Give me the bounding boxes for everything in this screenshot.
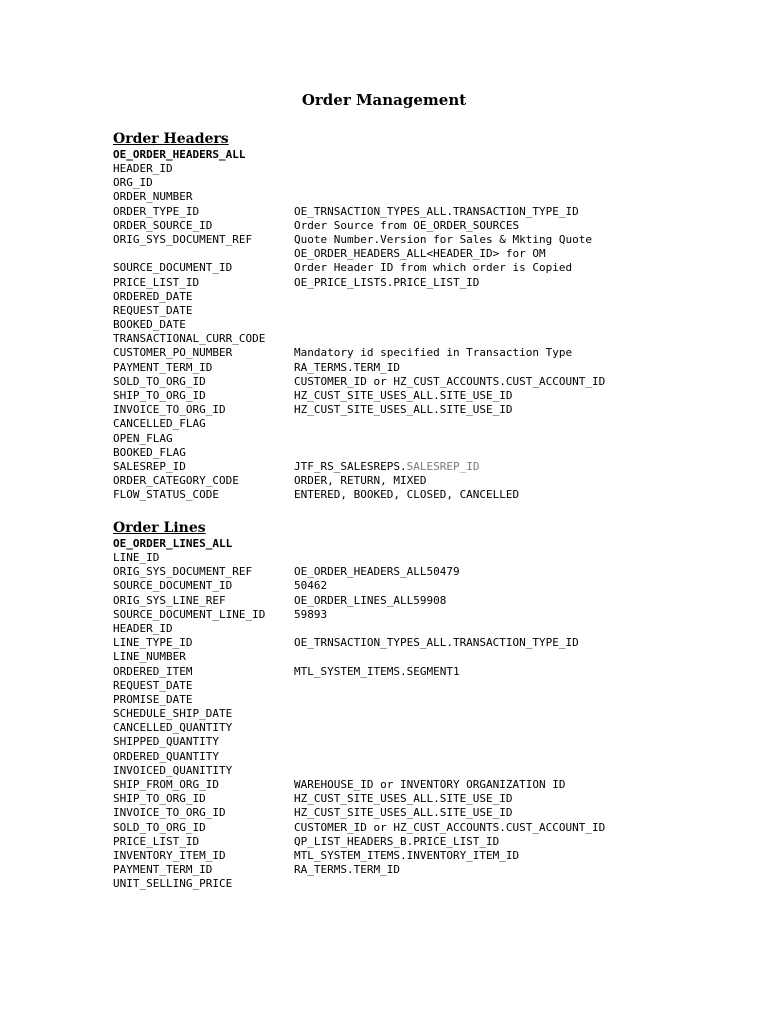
column-description: [294, 863, 673, 877]
column-description: [294, 608, 673, 622]
column-name: SHIP_FROM_ORG_ID: [113, 778, 219, 791]
column-name: SHIP_TO_ORG_ID: [113, 389, 206, 402]
column-name: TRANSACTIONAL_CURR_CODE: [113, 332, 266, 346]
column-name: CUSTOMER_PO_NUMBER: [113, 346, 233, 360]
table-row: [113, 835, 673, 849]
column-description: [294, 375, 673, 389]
description-text: ENTERED, BOOKED, CLOSED, CANCELLED: [294, 488, 520, 502]
column-name: OPEN_FLAG: [113, 431, 173, 445]
table-row: [113, 806, 673, 820]
column-name: PRICE_LIST_ID: [113, 275, 200, 289]
column-description: [294, 460, 673, 474]
column-description: [294, 721, 673, 735]
column-name: ORDER_TYPE_ID: [113, 204, 200, 218]
column-name: ORIG_SYS_LINE_REF: [113, 593, 226, 607]
column-name: SOURCE_DOCUMENT_ID: [113, 261, 233, 275]
table-row: [113, 764, 673, 778]
table-row: [113, 233, 673, 247]
table-name: OE_ORDER_HEADERS_ALL: [113, 148, 246, 161]
column-name: PROMISE_DATE: [113, 692, 193, 706]
column-name: CANCELLED_QUANTITY: [113, 721, 233, 735]
column-description: [294, 650, 673, 664]
table-row: [113, 474, 673, 488]
column-description: [294, 361, 673, 375]
column-name: SCHEDULE_SHIP_DATE: [113, 707, 233, 721]
column-name: SALESREP_ID: [113, 459, 186, 473]
description-text: Order Header ID from which order is Copied: [294, 261, 573, 275]
description-text: HZ_CUST_SITE_USES_ALL.SITE_USE_ID: [294, 792, 513, 806]
table-row: [113, 290, 673, 304]
column-description: [294, 488, 673, 502]
table-row: [113, 162, 673, 176]
table-row: [113, 432, 673, 446]
table-row: [113, 460, 673, 474]
column-description: [294, 389, 673, 403]
table-row: [113, 778, 673, 792]
column-list: [113, 551, 673, 892]
table-row: [113, 346, 673, 360]
column-description: [294, 417, 673, 431]
table-row: [113, 735, 673, 749]
description-text: 50462: [294, 579, 328, 593]
table-row: [113, 446, 673, 460]
table-row: [113, 565, 673, 579]
table-row: [113, 579, 673, 593]
table-row: [113, 318, 673, 332]
description-text: Quote Number.Version for Sales & Mkting Quote: [294, 232, 593, 246]
column-description: [294, 778, 673, 792]
table-row: [113, 608, 673, 622]
column-description: [294, 849, 673, 863]
table-name: OE_ORDER_LINES_ALL: [113, 537, 233, 550]
description-text: RA_TERMS.TERM_ID: [294, 360, 400, 374]
table-row: [113, 750, 673, 764]
column-list: [113, 162, 673, 503]
column-name: [113, 247, 294, 261]
table-row: [113, 849, 673, 863]
table-row: [113, 863, 673, 877]
description-text: MTL_SYSTEM_ITEMS.SEGMENT1: [294, 664, 460, 678]
table-row: [113, 417, 673, 431]
column-name: LINE_ID: [113, 551, 160, 564]
description-text: ORDER, RETURN, MIXED: [294, 474, 427, 488]
description-text: WAREHOUSE_ID or INVENTORY ORGANIZATION ID: [294, 778, 566, 791]
column-name: SOLD_TO_ORG_ID: [113, 374, 206, 388]
column-name: ORDER_NUMBER: [113, 190, 193, 204]
table-row: [113, 176, 673, 190]
column-description: [294, 622, 673, 636]
table-row: [113, 792, 673, 806]
table-row: [113, 375, 673, 389]
column-description: [294, 636, 673, 650]
column-description: [294, 346, 673, 360]
column-name: CANCELLED_FLAG: [113, 417, 206, 431]
column-name: BOOKED_DATE: [113, 318, 186, 332]
table-row: [113, 665, 673, 679]
column-description: [294, 707, 673, 721]
description-text: OE_ORDER_HEADERS_ALL<HEADER_ID> for OM: [294, 247, 546, 261]
column-description: [294, 205, 673, 219]
column-name: PAYMENT_TERM_ID: [113, 360, 213, 374]
column-description: [294, 432, 673, 446]
column-description: [294, 594, 673, 608]
column-description: [294, 792, 673, 806]
column-name: ORG_ID: [113, 176, 153, 190]
table-row: [113, 650, 673, 664]
column-name: INVOICE_TO_ORG_ID: [113, 403, 226, 417]
table-row: [113, 304, 673, 318]
column-name: INVENTORY_ITEM_ID: [113, 848, 226, 862]
column-name: ORIG_SYS_DOCUMENT_REF: [113, 232, 253, 246]
column-name: HEADER_ID: [113, 162, 173, 175]
column-name: ORIG_SYS_DOCUMENT_REF: [113, 565, 253, 579]
table-row: [113, 877, 673, 891]
page-title: Order Management: [301, 91, 467, 109]
description-text: CUSTOMER_ID or HZ_CUST_ACCOUNTS.CUST_ACCOUNT_ID: [294, 820, 606, 834]
column-name: BOOKED_FLAG: [113, 445, 186, 459]
column-name: LINE_NUMBER: [113, 650, 186, 664]
column-description: [294, 162, 673, 176]
column-description: [294, 565, 673, 579]
description-text: OE_PRICE_LISTS.PRICE_LIST_ID: [294, 275, 480, 289]
column-description: [294, 332, 673, 346]
column-name: ORDER_SOURCE_ID: [113, 218, 213, 232]
column-description: [294, 693, 673, 707]
table-row: [113, 821, 673, 835]
description-text: HZ_CUST_SITE_USES_ALL.SITE_USE_ID: [294, 389, 513, 402]
column-description: [294, 735, 673, 749]
description-text: CUSTOMER_ID or HZ_CUST_ACCOUNTS.CUST_ACCOUNT_ID: [294, 374, 606, 388]
column-description: [294, 446, 673, 460]
table-row: [113, 389, 673, 403]
column-description: [294, 247, 673, 261]
column-name: ORDERED_DATE: [113, 289, 193, 303]
table-row: [113, 636, 673, 650]
description-text: QP_LIST_HEADERS_B.PRICE_LIST_ID: [294, 834, 500, 848]
column-name: REQUEST_DATE: [113, 678, 193, 692]
column-description: [294, 551, 673, 565]
column-description: [294, 261, 673, 275]
column-description: [294, 806, 673, 820]
column-name: SOLD_TO_ORG_ID: [113, 820, 206, 834]
column-description: [294, 750, 673, 764]
column-description: [294, 579, 673, 593]
section-order-lines: [113, 519, 673, 892]
column-description: [294, 219, 673, 233]
column-description: [294, 679, 673, 693]
description-text: HZ_CUST_SITE_USES_ALL.SITE_USE_ID: [294, 403, 513, 417]
column-name: HEADER_ID: [113, 621, 173, 635]
column-description: [294, 233, 673, 247]
column-name: ORDER_CATEGORY_CODE: [113, 474, 239, 488]
column-description: [294, 821, 673, 835]
table-row: [113, 247, 673, 261]
column-name: FLOW_STATUS_CODE: [113, 488, 219, 502]
column-description: [294, 474, 673, 488]
table-row: [113, 551, 673, 565]
column-description: [294, 877, 673, 891]
description-text: JTF_RS_SALESREPS.: [294, 459, 407, 473]
description-text: OE_ORDER_HEADERS_ALL50479: [294, 565, 460, 579]
column-description: [294, 304, 673, 318]
table-row: [113, 488, 673, 502]
column-name: PRICE_LIST_ID: [113, 834, 200, 848]
table-row: [113, 594, 673, 608]
table-row: [113, 679, 673, 693]
table-row: [113, 707, 673, 721]
table-row: [113, 261, 673, 275]
column-name: INVOICED_QUANITITY: [113, 763, 233, 777]
column-name: SHIP_TO_ORG_ID: [113, 792, 206, 806]
table-row: [113, 219, 673, 233]
description-text: MTL_SYSTEM_ITEMS.INVENTORY_ITEM_ID: [294, 848, 520, 862]
column-name: SOURCE_DOCUMENT_ID: [113, 579, 233, 593]
column-description: [294, 318, 673, 332]
description-extra-text: SALESREP_ID: [406, 459, 480, 473]
section-title: Order Headers: [113, 131, 229, 147]
table-row: [113, 361, 673, 375]
column-description: [294, 403, 673, 417]
column-description: [294, 665, 673, 679]
description-text: 59893: [294, 607, 328, 621]
table-row: [113, 332, 673, 346]
description-text: Order Source from OE_ORDER_SOURCES: [294, 218, 520, 232]
table-row: [113, 721, 673, 735]
column-name: LINE_TYPE_ID: [113, 636, 193, 650]
column-name: SHIPPED_QUANTITY: [113, 735, 219, 749]
table-row: [113, 190, 673, 204]
column-description: [294, 276, 673, 290]
column-name: REQUEST_DATE: [113, 303, 193, 317]
table-row: [113, 276, 673, 290]
column-name: INVOICE_TO_ORG_ID: [113, 806, 226, 820]
column-name: SOURCE_DOCUMENT_LINE_ID: [113, 607, 266, 621]
description-text: RA_TERMS.TERM_ID: [294, 863, 400, 877]
table-row: [113, 622, 673, 636]
table-row: [113, 693, 673, 707]
description-text: OE_ORDER_LINES_ALL59908: [294, 593, 447, 607]
section-order-headers: [113, 130, 673, 503]
description-text: OE_TRNSACTION_TYPES_ALL.TRANSACTION_TYPE_ID: [294, 636, 579, 650]
column-description: [294, 764, 673, 778]
column-description: [294, 176, 673, 190]
table-row: [113, 403, 673, 417]
column-description: [294, 290, 673, 304]
table-row: [113, 205, 673, 219]
section-title: Order Lines: [113, 520, 206, 536]
column-name: ORDERED_ITEM: [113, 664, 193, 678]
column-description: [294, 190, 673, 204]
column-description: [294, 835, 673, 849]
description-text: OE_TRNSACTION_TYPES_ALL.TRANSACTION_TYPE_ID: [294, 204, 579, 218]
column-name: PAYMENT_TERM_ID: [113, 863, 213, 877]
description-text: HZ_CUST_SITE_USES_ALL.SITE_USE_ID: [294, 806, 513, 820]
description-text: Mandatory id specified in Transaction Type: [294, 346, 573, 360]
column-name: UNIT_SELLING_PRICE: [113, 877, 233, 891]
column-name: ORDERED_QUANTITY: [113, 749, 219, 763]
